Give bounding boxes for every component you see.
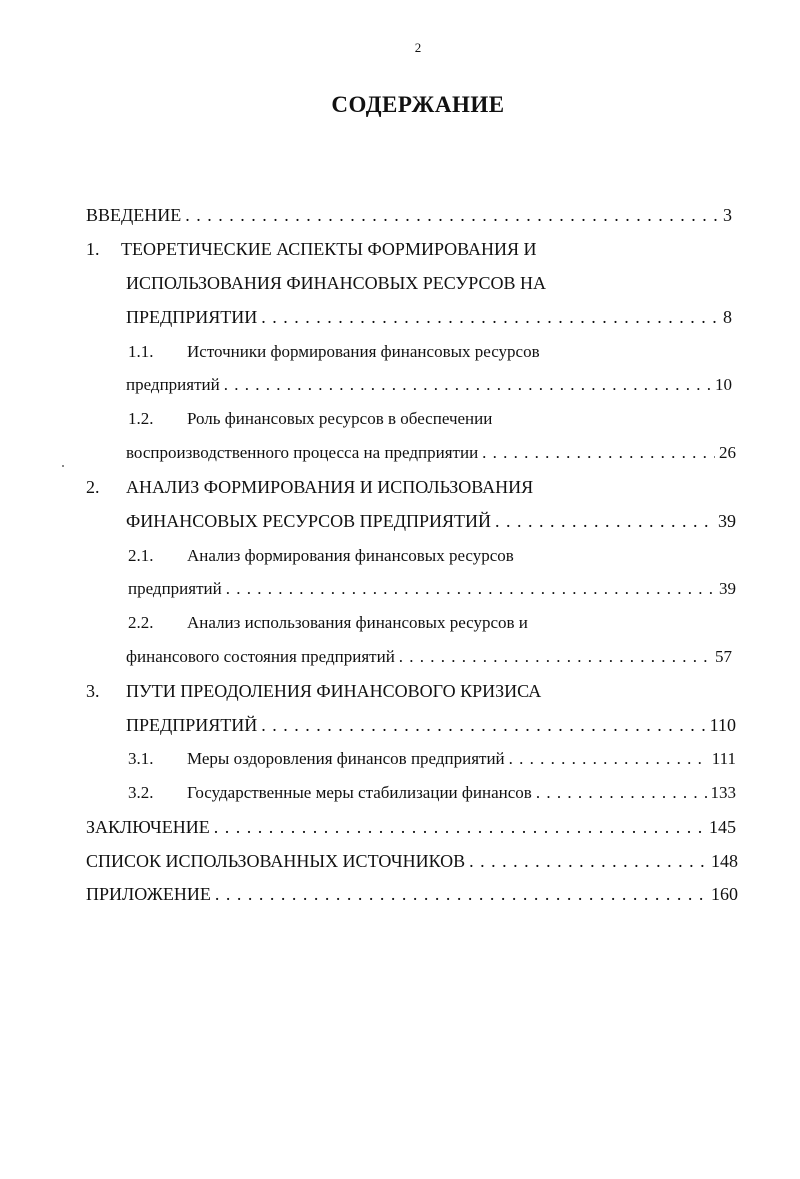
chapter-title-line[interactable]: ПУТИ ПРЕОДОЛЕНИЯ ФИНАНСОВОГО КРИЗИСА bbox=[126, 681, 542, 701]
toc-page-number: 39 bbox=[718, 511, 736, 531]
toc-entry-label: ФИНАНСОВЫХ РЕСУРСОВ ПРЕДПРИЯТИЙ bbox=[126, 511, 491, 531]
chapter-number: 1. bbox=[86, 239, 100, 259]
leader-dots bbox=[509, 747, 708, 771]
toc-entry-ch3[interactable] bbox=[126, 713, 736, 737]
page-title: СОДЕРЖАНИЕ bbox=[331, 92, 505, 117]
chapter-title-line[interactable]: ИСПОЛЬЗОВАНИЯ ФИНАНСОВЫХ РЕСУРСОВ НА bbox=[126, 273, 547, 293]
leader-dots bbox=[495, 509, 714, 533]
leader-dots bbox=[214, 815, 705, 839]
toc-entry-conclusion[interactable] bbox=[86, 815, 736, 839]
toc-entry-ch2[interactable] bbox=[126, 509, 736, 533]
toc-page-number: 39 bbox=[719, 579, 736, 598]
toc-entry-label: СПИСОК ИСПОЛЬЗОВАННЫХ ИСТОЧНИКОВ bbox=[86, 851, 466, 871]
toc-page-number: 148 bbox=[711, 851, 738, 871]
leader-dots bbox=[536, 781, 707, 805]
leader-dots bbox=[482, 441, 715, 465]
section-number: 3.2. bbox=[128, 783, 154, 802]
section-number: 3.1. bbox=[128, 749, 154, 768]
toc-page-number: 111 bbox=[711, 749, 736, 768]
section-title-line[interactable]: Анализ использования финансовых ресурсов и bbox=[187, 613, 528, 632]
section-number: 1.2. bbox=[128, 409, 154, 428]
toc-entry-label: финансового состояния предприятий bbox=[126, 647, 395, 666]
toc-entry-intro[interactable] bbox=[86, 203, 732, 227]
scan-speck bbox=[62, 465, 64, 467]
toc-entry-label: Государственные меры стабилизации финансов bbox=[187, 783, 532, 802]
toc-page-number: 57 bbox=[715, 647, 732, 666]
page-number: 2 bbox=[414, 40, 422, 55]
chapter-number: 3. bbox=[86, 681, 100, 701]
toc-entry-ch1[interactable] bbox=[126, 305, 732, 329]
toc-entry-label: Меры оздоровления финансов предприятий bbox=[187, 749, 505, 768]
toc-page-number: 110 bbox=[709, 715, 736, 735]
leader-dots bbox=[215, 882, 707, 906]
leader-dots bbox=[469, 849, 707, 873]
section-number: 1.1. bbox=[128, 342, 154, 361]
toc-entry-appendix[interactable] bbox=[86, 882, 738, 906]
toc-page-number: 10 bbox=[715, 375, 732, 394]
section-title-line[interactable]: Анализ формирования финансовых ресурсов bbox=[187, 546, 514, 565]
chapter-title-line[interactable]: ТЕОРЕТИЧЕСКИЕ АСПЕКТЫ ФОРМИРОВАНИЯ И bbox=[121, 239, 537, 259]
toc-entry-label: ВВЕДЕНИЕ bbox=[86, 205, 182, 225]
leader-dots bbox=[399, 645, 711, 669]
toc-entry-label: ЗАКЛЮЧЕНИЕ bbox=[86, 817, 210, 837]
section-number: 2.1. bbox=[128, 546, 154, 565]
toc-entry-s3-2[interactable] bbox=[128, 781, 736, 805]
toc-entry-label: ПРЕДПРИЯТИИ bbox=[126, 307, 258, 327]
toc-entry-label: предприятий bbox=[128, 579, 222, 598]
toc-entry-s1-2[interactable] bbox=[126, 441, 736, 465]
toc-page-number: 26 bbox=[719, 443, 736, 462]
section-title-line[interactable]: Роль финансовых ресурсов в обеспечении bbox=[187, 409, 493, 428]
toc-page-number: 3 bbox=[723, 205, 732, 225]
leader-dots bbox=[226, 577, 715, 601]
toc-entry-label: воспроизводственного процесса на предприятии bbox=[126, 443, 479, 462]
toc-entry-s2-2[interactable] bbox=[126, 645, 732, 669]
section-number: 2.2. bbox=[128, 613, 154, 632]
chapter-title-line[interactable]: АНАЛИЗ ФОРМИРОВАНИЯ И ИСПОЛЬЗОВАНИЯ bbox=[126, 477, 534, 497]
toc-page-number: 8 bbox=[723, 307, 732, 327]
toc-entry-s2-1[interactable] bbox=[128, 577, 736, 601]
toc-entry-label: предприятий bbox=[126, 375, 220, 394]
toc-entry-s1-1[interactable] bbox=[126, 373, 732, 397]
toc-entry-label: ПРИЛОЖЕНИЕ bbox=[86, 884, 211, 904]
leader-dots bbox=[224, 373, 711, 397]
leader-dots bbox=[261, 305, 719, 329]
toc-entry-sources[interactable] bbox=[86, 849, 738, 873]
section-title-line[interactable]: Источники формирования финансовых ресурсов bbox=[187, 342, 540, 361]
toc-page-number: 145 bbox=[709, 817, 736, 837]
toc-entry-label: ПРЕДПРИЯТИЙ bbox=[126, 715, 258, 735]
leader-dots bbox=[185, 203, 719, 227]
leader-dots bbox=[261, 713, 705, 737]
chapter-number: 2. bbox=[86, 477, 100, 497]
toc-entry-s3-1[interactable] bbox=[128, 747, 736, 771]
toc-page-number: 133 bbox=[710, 783, 736, 802]
toc-page-number: 160 bbox=[711, 884, 738, 904]
